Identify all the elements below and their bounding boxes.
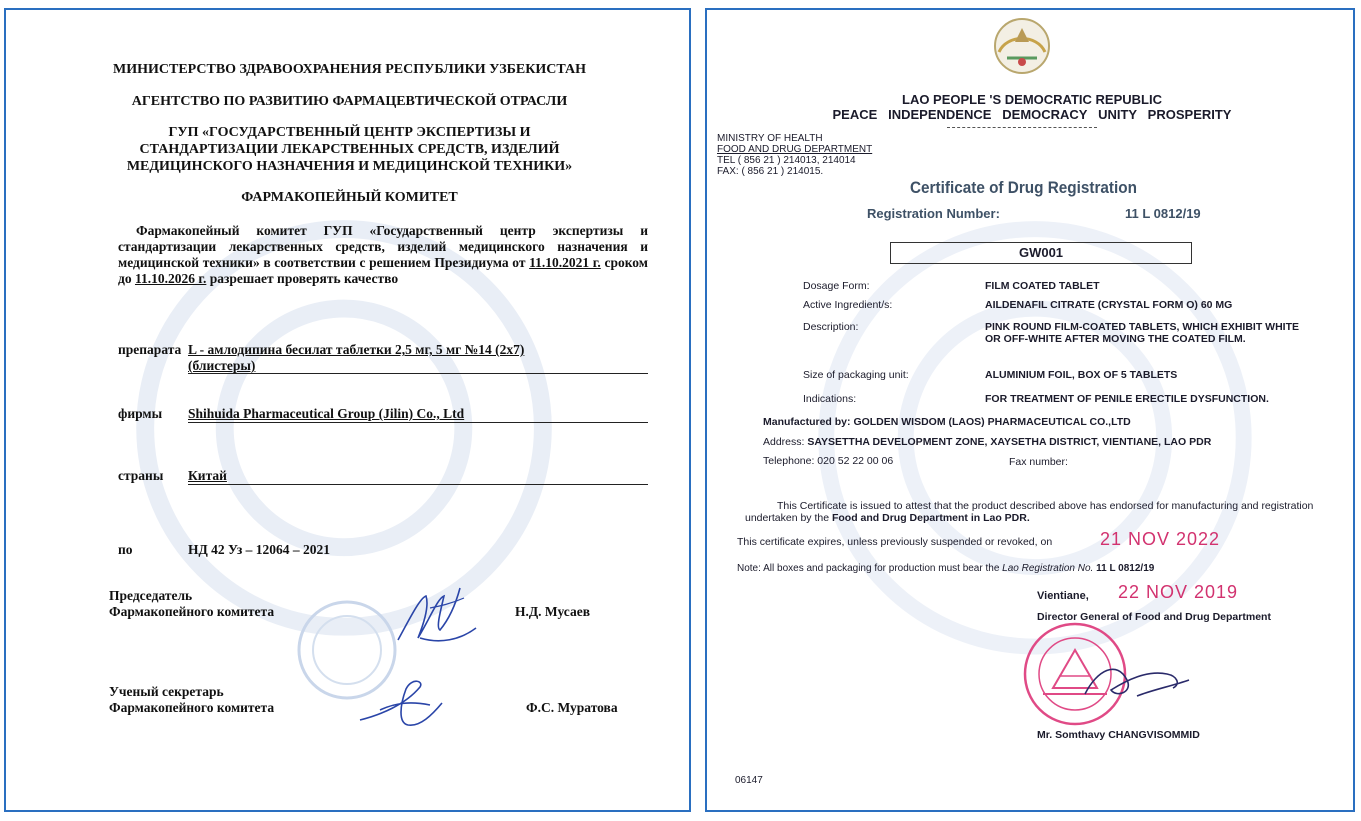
center-heading-line: ГУП «ГОСУДАРСТВЕННЫЙ ЦЕНТР ЭКСПЕРТИЗЫ И (168, 125, 531, 140)
indications-label: Indications: (803, 393, 857, 405)
document-number: 06147 (735, 775, 763, 786)
expiry-text: This certificate expires, unless previously suspended or revoked, on (737, 536, 1053, 548)
attestation-authority: Food and Drug Department in Lao PDR. (831, 512, 1030, 524)
attestation-paragraph (745, 500, 1315, 524)
registration-label: Registration Number: (867, 206, 1000, 221)
address-value: SAYSETTHA DEVELOPMENT ZONE, XAYSETHA DISTRICT, VIENTIANE, LAO PDR (807, 436, 1212, 448)
note-line (737, 563, 1154, 574)
ministry-heading: МИНИСТЕРСТВО ЗДРАВООХРАНЕНИЯ РЕСПУБЛИКИ УЗБЕКИСТАН (112, 62, 587, 77)
dosage-form-label: Dosage Form: (803, 280, 870, 292)
firm-value: Shihuida Pharmaceutical Group (Jilin) Co., Ltd (188, 406, 465, 421)
republic-heading: LAO PEOPLE 'S DEMOCRATIC REPUBLIC (902, 92, 1162, 107)
russian-certificate-page (4, 8, 691, 812)
indications-value: FOR TREATMENT OF PENILE ERECTILE DYSFUNCTION. (985, 393, 1269, 405)
ministry-name: MINISTRY OF HEALTH (717, 133, 823, 144)
drug-label: препарата (118, 342, 182, 357)
fax-line: FAX: ( 856 21 ) 214015. (717, 166, 824, 177)
address-line (763, 436, 1211, 448)
motto-heading: PEACE INDEPENDENCE DEMOCRACY UNITY PROSPERITY (832, 107, 1232, 122)
fax-number-line: Fax number: (1009, 456, 1068, 468)
drug-line: L - амлодипина бесилат таблетки 2,5 мг, 5 мг №14 (2х7) (188, 342, 525, 357)
chairman-title-line: Председатель (109, 588, 193, 603)
director-title: Director General of Food and Drug Department (1037, 611, 1271, 623)
firm-underline (188, 422, 648, 423)
secretary-name: Ф.С. Муратова (526, 700, 618, 715)
lao-certificate-page (705, 8, 1355, 812)
packaging-value: ALUMINIUM FOIL, BOX OF 5 TABLETS (985, 369, 1178, 381)
address-label: Address: (763, 436, 805, 448)
registration-number: 11 L 0812/19 (1125, 206, 1201, 221)
note-italic: Lao Registration No. (1002, 563, 1094, 574)
product-code: GW001 (1018, 245, 1064, 260)
description-label: Description: (803, 321, 859, 333)
dosage-form-value: FILM COATED TABLET (985, 280, 1100, 292)
attestation-text: This Certificate is issued to attest that the product described above has endorsed for manufacturing and registration undertaken by the (745, 500, 1314, 524)
secretary-title-line: Ученый секретарь (109, 684, 224, 699)
permission-text: Фармакопейный комитет ГУП «Государственный центр экспертизы и стандартизации лекарственных средств, изделий медицинского назначения и медицинской техники» в соответствии с решением Президиума от (118, 223, 648, 270)
active-ingredient-value: AILDENAFIL CITRATE (CRYSTAL FORM O) 60 MG (985, 299, 1233, 311)
signatory-name: Mr. Somthavy CHANGVISOMMID (1037, 729, 1200, 741)
note-text: Note: All boxes and packaging for production must bear the (737, 563, 1003, 574)
country-label: страны (118, 468, 164, 483)
expiry-date-stamp: 21 NOV 2022 (1100, 529, 1221, 549)
drug-line: (блистеры) (188, 358, 256, 373)
chairman-title-line: Фармакопейного комитета (109, 604, 275, 619)
secretary-title-line: Фармакопейного комитета (109, 700, 275, 715)
firm-label: фирмы (118, 406, 163, 421)
country-value: Китай (188, 468, 227, 483)
permission-text: сроком до (118, 255, 648, 286)
center-heading-line: СТАНДАРТИЗАЦИИ ЛЕКАРСТВЕННЫХ СРЕДСТВ, ИЗДЕЛИЙ (139, 142, 560, 157)
motto-divider (947, 127, 1097, 128)
nd-label: по (118, 542, 133, 557)
director-signature (1077, 650, 1197, 710)
date-from: 11.10.2021 г. (529, 255, 601, 270)
secretary-title (109, 684, 274, 716)
manufacturer-value: GOLDEN WISDOM (LAOS) PHARMACEUTICAL CO.,LTD (853, 416, 1131, 428)
manufacturer-label: Manufactured by: (763, 416, 851, 428)
permission-paragraph (118, 223, 648, 287)
lao-emblem-icon (989, 14, 1055, 76)
chairman-name: Н.Д. Мусаев (515, 604, 591, 619)
secretary-signature (350, 665, 450, 735)
department-name: FOOD AND DRUG DEPARTMENT (717, 144, 873, 155)
permission-text: разрешает проверять качество (206, 271, 399, 286)
product-code-box (890, 242, 1192, 264)
packaging-label: Size of packaging unit: (803, 369, 909, 381)
committee-title: ФАРМАКОПЕЙНЫЙ КОМИТЕТ (241, 190, 458, 205)
telephone-line: Telephone: 020 52 22 00 06 (763, 455, 894, 467)
issue-date-stamp: 22 NOV 2019 (1118, 582, 1239, 602)
manufacturer-line (763, 416, 1131, 428)
country-underline (188, 484, 648, 485)
center-heading (6, 124, 691, 175)
date-to: 11.10.2026 г. (134, 271, 207, 286)
chairman-signature (390, 578, 480, 658)
agency-heading: АГЕНТСТВО ПО РАЗВИТИЮ ФАРМАЦЕВТИЧЕСКОЙ ОТРАСЛИ (131, 94, 568, 109)
active-ingredient-label: Active Ingredient/s: (803, 299, 893, 311)
certificate-title: Certificate of Drug Registration (910, 178, 1137, 197)
nd-value: НД 42 Уз – 12064 – 2021 (188, 542, 331, 557)
ministry-block (717, 133, 872, 177)
tel-line: TEL ( 856 21 ) 214013, 214014 (717, 155, 856, 166)
note-registration: 11 L 0812/19 (1093, 563, 1155, 574)
description-value: PINK ROUND FILM-COATED TABLETS, WHICH EXHIBIT WHITE OR OFF-WHITE AFTER MOVING THE COATED FILM. (985, 321, 1300, 345)
drug-value (188, 342, 648, 374)
chairman-title (109, 588, 274, 620)
place-text: Vientiane, (1037, 590, 1089, 602)
center-heading-line: МЕДИЦИНСКОГО НАЗНАЧЕНИЯ И МЕДИЦИНСКОЙ ТЕХНИКИ» (126, 159, 573, 174)
drug-underline (188, 373, 648, 374)
